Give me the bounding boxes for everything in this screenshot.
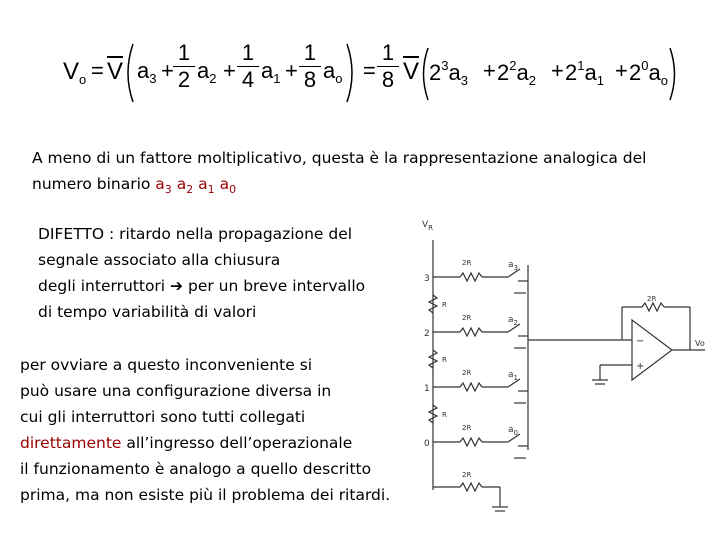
res-2r-label: 2R bbox=[462, 369, 472, 377]
intro-paragraph bbox=[32, 145, 712, 203]
vo-label: Vo bbox=[695, 339, 705, 348]
res-2r-label: 2R bbox=[462, 314, 472, 322]
switch-a3-label: $a_3$ bbox=[508, 260, 518, 272]
formula-lhs: $V_o$ bbox=[63, 58, 87, 87]
res-r-label: R bbox=[442, 356, 447, 364]
res-r-label: R bbox=[442, 411, 447, 419]
formula-frac-half: 1 2 bbox=[173, 42, 195, 91]
formula-plus: + bbox=[615, 58, 628, 83]
formula-frac-quarter: 1 4 bbox=[237, 42, 259, 91]
formula-frac-eighth-2: 1 8 bbox=[377, 42, 399, 91]
opamp-plus-icon: + bbox=[636, 361, 645, 372]
switch-a0-label: $a_0$ bbox=[508, 425, 518, 437]
solution-line-3: cui gli interruttori sono tutti collegati bbox=[20, 408, 306, 426]
node-0-label: 0 bbox=[424, 439, 430, 449]
defect-line-3: degli interruttori ➔ per un breve intervallo bbox=[38, 277, 366, 295]
solution-line-2: può usare una configurazione diversa in bbox=[20, 382, 332, 400]
formula-rhs-term-0: $2^0a_o$ bbox=[629, 58, 668, 88]
formula-rhs-term-3: $2^3a_3$ bbox=[429, 58, 468, 88]
solution-line-5: il funzionamento è analogo a quello descritto bbox=[20, 460, 372, 478]
intro-line-1: A meno di un fattore moltiplicativo, questa è la rappresentazione analogica del bbox=[32, 149, 647, 167]
dac-circuit-diagram bbox=[410, 215, 715, 520]
formula-paren-right bbox=[343, 42, 359, 104]
formula-term-a3: $a_3$ bbox=[137, 58, 157, 86]
formula bbox=[55, 38, 680, 108]
switch-a2-label: $a_2$ bbox=[508, 315, 518, 327]
formula-plus: + bbox=[483, 58, 496, 83]
vr-label: $V_R$ bbox=[422, 220, 434, 232]
formula-frac-eighth: 1 8 bbox=[299, 42, 321, 91]
formula-rhs-term-2: $2^2a_2$ bbox=[497, 58, 536, 88]
node-1-label: 1 bbox=[424, 384, 430, 394]
node-2-label: 2 bbox=[424, 329, 430, 339]
formula-vbar: $\overline{V}$ bbox=[403, 58, 420, 85]
feedback-2r-label: 2R bbox=[647, 295, 657, 303]
res-2r-label: 2R bbox=[462, 471, 472, 479]
solution-paragraph bbox=[20, 352, 420, 508]
defect-paragraph bbox=[38, 221, 408, 325]
formula-rhs-term-1: $2^1a_1$ bbox=[565, 58, 604, 88]
binary-digits: $a_3$ $a_2$ $a_1$ $a_0$ bbox=[155, 175, 237, 196]
formula-plus: + bbox=[223, 58, 236, 83]
intro-line-2: numero binario $a_3$ $a_2$ $a_1$ $a_0$ bbox=[32, 175, 237, 196]
formula-equals: = bbox=[91, 58, 104, 83]
solution-line-4: direttamente all’ingresso dell’operazionale bbox=[20, 434, 353, 452]
formula-plus: + bbox=[551, 58, 564, 83]
formula-equals: = bbox=[363, 58, 376, 83]
formula-plus: + bbox=[285, 58, 298, 83]
formula-plus: + bbox=[161, 58, 174, 83]
formula-term-a2: $a_2$ bbox=[197, 58, 217, 86]
defect-line-2: segnale associato alla chiusura bbox=[38, 251, 281, 269]
formula-paren-left bbox=[121, 42, 137, 104]
node-3-label: 3 bbox=[424, 274, 430, 284]
solution-line-1: per ovviare a questo inconveniente si bbox=[20, 356, 313, 374]
defect-line-1: DIFETTO : ritardo nella propagazione del bbox=[38, 225, 353, 243]
highlight-direttamente: direttamente bbox=[20, 434, 122, 452]
formula-paren-right bbox=[667, 46, 681, 102]
switch-a1-label: $a_1$ bbox=[508, 370, 518, 382]
formula-term-a1: $a_1$ bbox=[261, 58, 281, 86]
arrow-icon: ➔ bbox=[170, 277, 184, 295]
formula-term-ao: $a_o$ bbox=[323, 58, 343, 86]
opamp-minus-icon: − bbox=[636, 336, 645, 347]
formula-vbar: $\overline{V}$ bbox=[107, 58, 124, 85]
res-2r-label: 2R bbox=[462, 424, 472, 432]
res-r-label: R bbox=[442, 301, 447, 309]
defect-line-4: di tempo variabilità di valori bbox=[38, 303, 257, 321]
solution-line-6: prima, ma non esiste più il problema dei ritardi. bbox=[20, 486, 391, 504]
res-2r-label: 2R bbox=[462, 259, 472, 267]
